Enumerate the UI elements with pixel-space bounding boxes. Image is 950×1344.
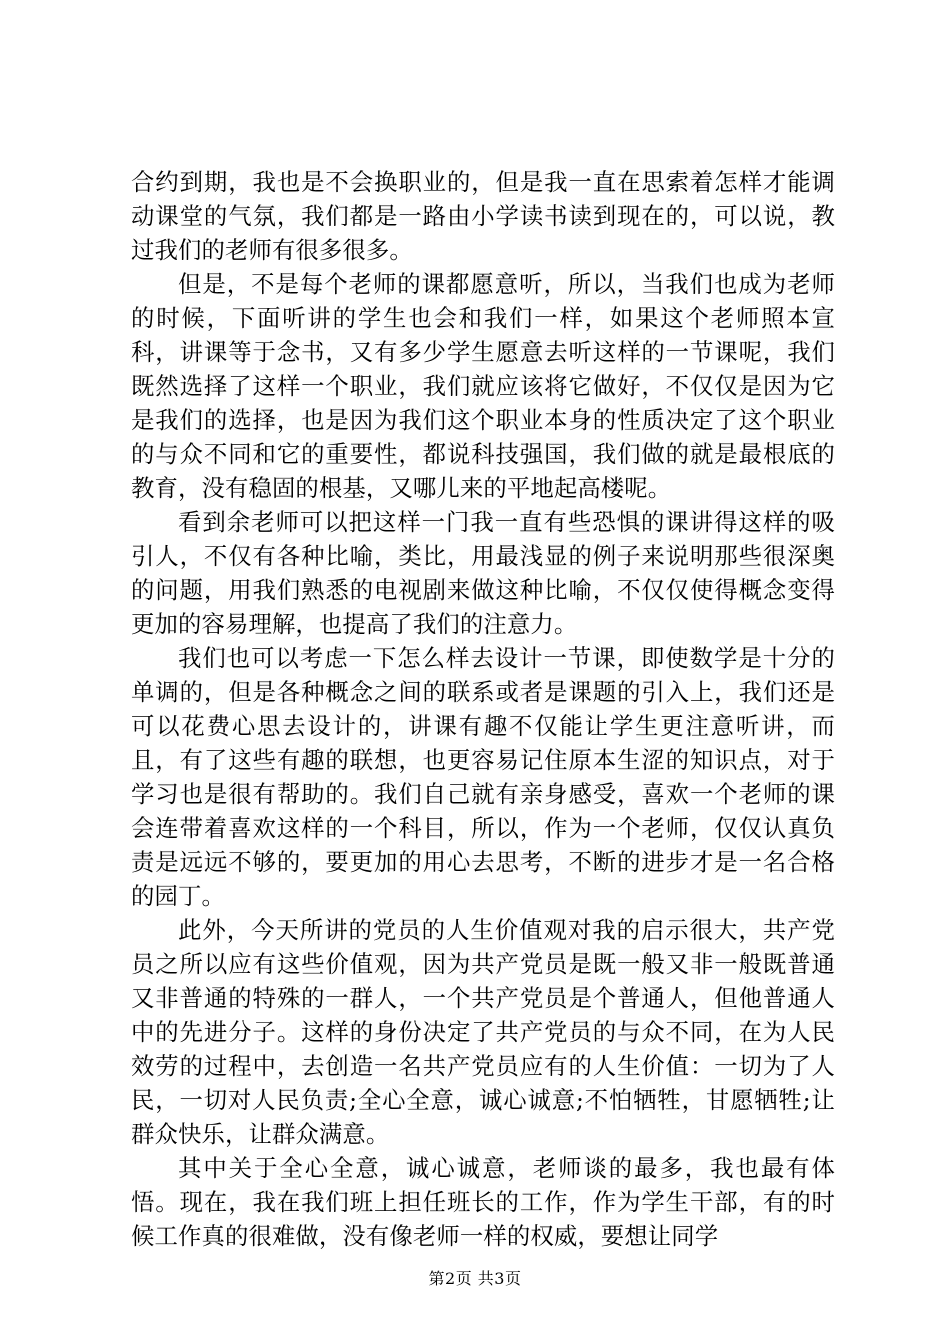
paragraph-1: 合约到期，我也是不会换职业的，但是我一直在思索着怎样才能调动课堂的气氛，我们都是一路由小学读书读到现在的，可以说，教过我们的老师有很多很多。 [131,168,835,264]
paragraph-5: 此外，今天所讲的党员的人生价值观对我的启示很大，共产党员之所以应有这些价值观，因为共产党员是既一般又非一般既普通又非普通的特殊的一群人，一个共产党员是个普通人，但他普通人中的先进分子。这样的身份决定了共产党员的与众不同，在为人民效劳的过程中，去创造一名共产党员应有的人生价值：一切为了人民，一切对人民负责;全心全意，诚心诚意;不怕牺牲，甘愿牺牲;让群众快乐，让群众满意。 [131,916,835,1148]
paragraph-4: 我们也可以考虑一下怎么样去设计一节课，即使数学是十分的单调的，但是各种概念之间的联系或者是课题的引入上，我们还是可以花费心思去设计的，讲课有趣不仅能让学生更注意听讲，而且，有了这些有趣的联想，也更容易记住原本生涩的知识点，对于学习也是很有帮助的。我们自己就有亲身感受，喜欢一个老师的课会连带着喜欢这样的一个科目，所以，作为一个老师，仅仅认真负责是远远不够的，要更加的用心去思考，不断的进步才是一名合格的园丁。 [131,644,835,910]
paragraph-2: 但是，不是每个老师的课都愿意听，所以，当我们也成为老师的时候，下面听讲的学生也会和我们一样，如果这个老师照本宣科，讲课等于念书，又有多少学生愿意去听这样的一节课呢，我们既然选择了这样一个职业，我们就应该将它做好，不仅仅是因为它是我们的选择，也是因为我们这个职业本身的性质决定了这个职业的与众不同和它的重要性，都说科技强国，我们做的就是最根底的教育，没有稳固的根基，又哪儿来的平地起高楼呢。 [131,270,835,502]
page-footer: 第2页 共3页 [428,1269,522,1288]
paragraph-3: 看到余老师可以把这样一门我一直有些恐惧的课讲得这样的吸引人，不仅有各种比喻，类比，用最浅显的例子来说明那些很深奥的问题，用我们熟悉的电视剧来做这种比喻，不仅仅使得概念变得更加的容易理解，也提高了我们的注意力。 [131,508,835,638]
paragraph-6: 其中关于全心全意，诚心诚意，老师谈的最多，我也最有体悟。现在，我在我们班上担任班长的工作，作为学生干部，有的时候工作真的很难做，没有像老师一样的权威，要想让同学 [131,1154,835,1250]
document-body [131,165,835,1253]
